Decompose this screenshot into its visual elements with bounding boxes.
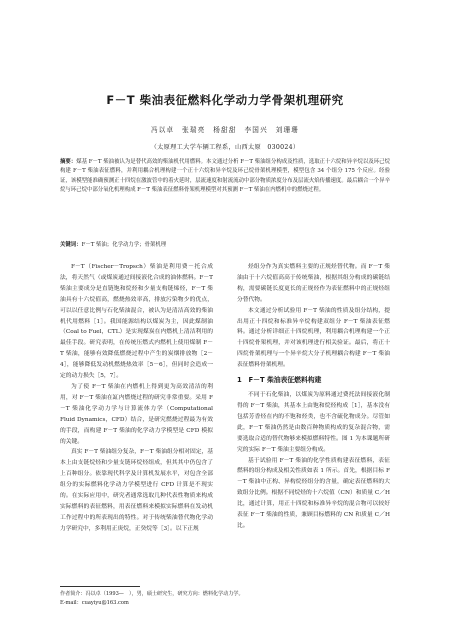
keywords-text: F－T 柴油；化学动力学；骨架机理 bbox=[81, 242, 167, 248]
author-email: E-mail：cuayiyu@163.com bbox=[60, 600, 129, 606]
section-heading: 1 F－T 柴油表征燃料构建 bbox=[237, 376, 322, 385]
abstract-text: 煤基 F－T 柴油被认为是替代高效的柴油机代用燃料。本文通过分析 F－T 柴油组分构成及性质，选取正十六烷和异辛烷以及环己烷构建 F－T 柴油表征燃料，并利用耦合机理构建一个正十六烷和异辛烷及环己烷骨架机理模型，模型包含 34 个组分 175 个反应。经验证，该模型能准确预测正十四烷在激波管中的着火延时，层流速度和射流流动中部分物质浓度分布及层流火焰传播速度。最后耦合一个异辛烷与环己烷中部分氧化机理构成 F－T 柴油表征燃料骨架机理模型对其预测 F－T 柴油在内燃机中的燃烧过程。 bbox=[60, 159, 390, 193]
footnote-rule bbox=[60, 586, 140, 587]
body-paragraph: F－T（Fischer－Tropsch）柴油是利用费－托合成法，将天然气（或煤炭通过间接液化合成的油体燃料。F－T 柴油主要成分是直链饱和烷烃和少量支构链烯烃，F－T 柴油具有十六烷值高，燃烧热效率高，排放污染物少的优点，可以以任意比例与石化柴油混合，被认为是清洁高效的柴油机代用燃料［1］。我国能源结构以煤炭为主，因此煤制油（Coal to Fuel，CTL）是实现煤炭在内燃机上清洁利用的最佳手段。研究表明，在传统压燃式内燃机上使用煤制 F－T 柴油，能够有效降低燃烧过程中产生的炭烟排放物［2－4］，能够降低发动机燃烧热效率［5－6］，但同时会造成一定的动力损失［5，7］。 bbox=[60, 264, 213, 380]
author-bio: 作者简介：冯以卓（1993— ），男，硕士研究生，研究方向：燃料化学动力学。 bbox=[60, 591, 244, 597]
body-paragraph: 为了使 F－T 柴油在内燃机上得到更为高效清洁的利用，对 F－T 柴油在缸内燃烧过程的研究非常重要。采用 F－T 柴油化学动力学与计算流体力学（Computational Fluid Dynamics，CFD）结合，是研究燃烧过程最为有效的手段，而构建 F－T 柴油的化学动力学模型是 CFD 模拟的关键。 bbox=[60, 383, 213, 445]
body-paragraph: 烃组分作为真实燃料主要的正规烃替代物。而 F－T 柴油由于十六烷值高高于传统柴油，根据其组分构成的碳链结构，需要碳链长度更长的正规烃作为表征燃料中的正规烃组分替代物。 bbox=[237, 264, 390, 303]
affiliation: （太原理工大学车辆工程系，山西太原 030024） bbox=[150, 144, 300, 151]
body-paragraph: 本文通过分析试验用 F－T 柴油的性质及组分结构，提出用正十四烷和标准异辛烷构建双组分 F－T 柴油表征燃料。通过分析详细正十四烷机理，利用耦合机理构建一个正十四烷骨架机理，并对该机理进行相关验证。最后，将正十四烷骨架机理与一个异辛烷大分子机理耦合构建 F－T 柴油表征燃料骨架机理。 bbox=[237, 307, 390, 369]
body-paragraph: 基于试验用 F－T 柴油的化学性质构建表征燃料，表征燃料的组分构成及相关性质如表 1 所示。首先，根据目标 F－T 柴油中正构、异构烷烃组分的含量，确定表征燃料的大致组分比例。根据不同烷烃的十六烷值（CN）和质量 C／H 比，通过计算，用正十四烷和标准异辛烷的混合物可以较好表征 F－T 柴油的性质，兼顾目标燃料的 CN 和质量 C／H 比。 bbox=[237, 457, 390, 529]
body-column-right bbox=[237, 262, 390, 532]
abstract-label: 摘要： bbox=[60, 159, 77, 165]
paper-title: F－T 柴油表征燃料化学动力学骨架机理研究 bbox=[106, 93, 344, 107]
body-paragraph: 不同于石化柴油，以煤炭为原料通过费托法间接液化制得的 F－T 柴油，其基本上由饱和烷烃构成［1］，基本没有包括芳香烃在内的不饱和烃类，也不含硫化物成分。尽管如此，F－T 柴油仍然是由数百种物质构成的复杂混合物，需要选取合适的替代物够来模拟燃料特性。图 1 为本课题所研究的实际 F－T 柴油主要组分构成。 bbox=[237, 392, 390, 453]
body-column-left bbox=[60, 262, 213, 535]
body-paragraph: 真实 F－T 柴油组分复杂，F－T 柴油组分相对固定，基本上由支链烷烃和少量支链环烷烃组成，但其其中仍包含了上百种组分。依靠现代科学及计算机发展水平，对包含全部组分的实际燃料化学动力学模型进行 CFD 计算是不现实的。在实际应用中，研究者通常选取几种代表性物质来构成实际燃料的表征燃料，用表征燃料来模拟实际燃料在发动机工作过程中的所表现出的特性。对于传统柴油替代物化学动力学研究中，多利用正庚烷，正癸烷等［3］。以下正规 bbox=[60, 449, 213, 532]
keywords-label: 关键词： bbox=[60, 242, 82, 248]
author-list: 冯以卓 张瑞亮 杨甜甜 李国兴 刘珊珊 bbox=[150, 126, 300, 134]
abstract bbox=[60, 158, 390, 195]
keywords bbox=[60, 241, 390, 250]
footnote bbox=[60, 590, 390, 608]
